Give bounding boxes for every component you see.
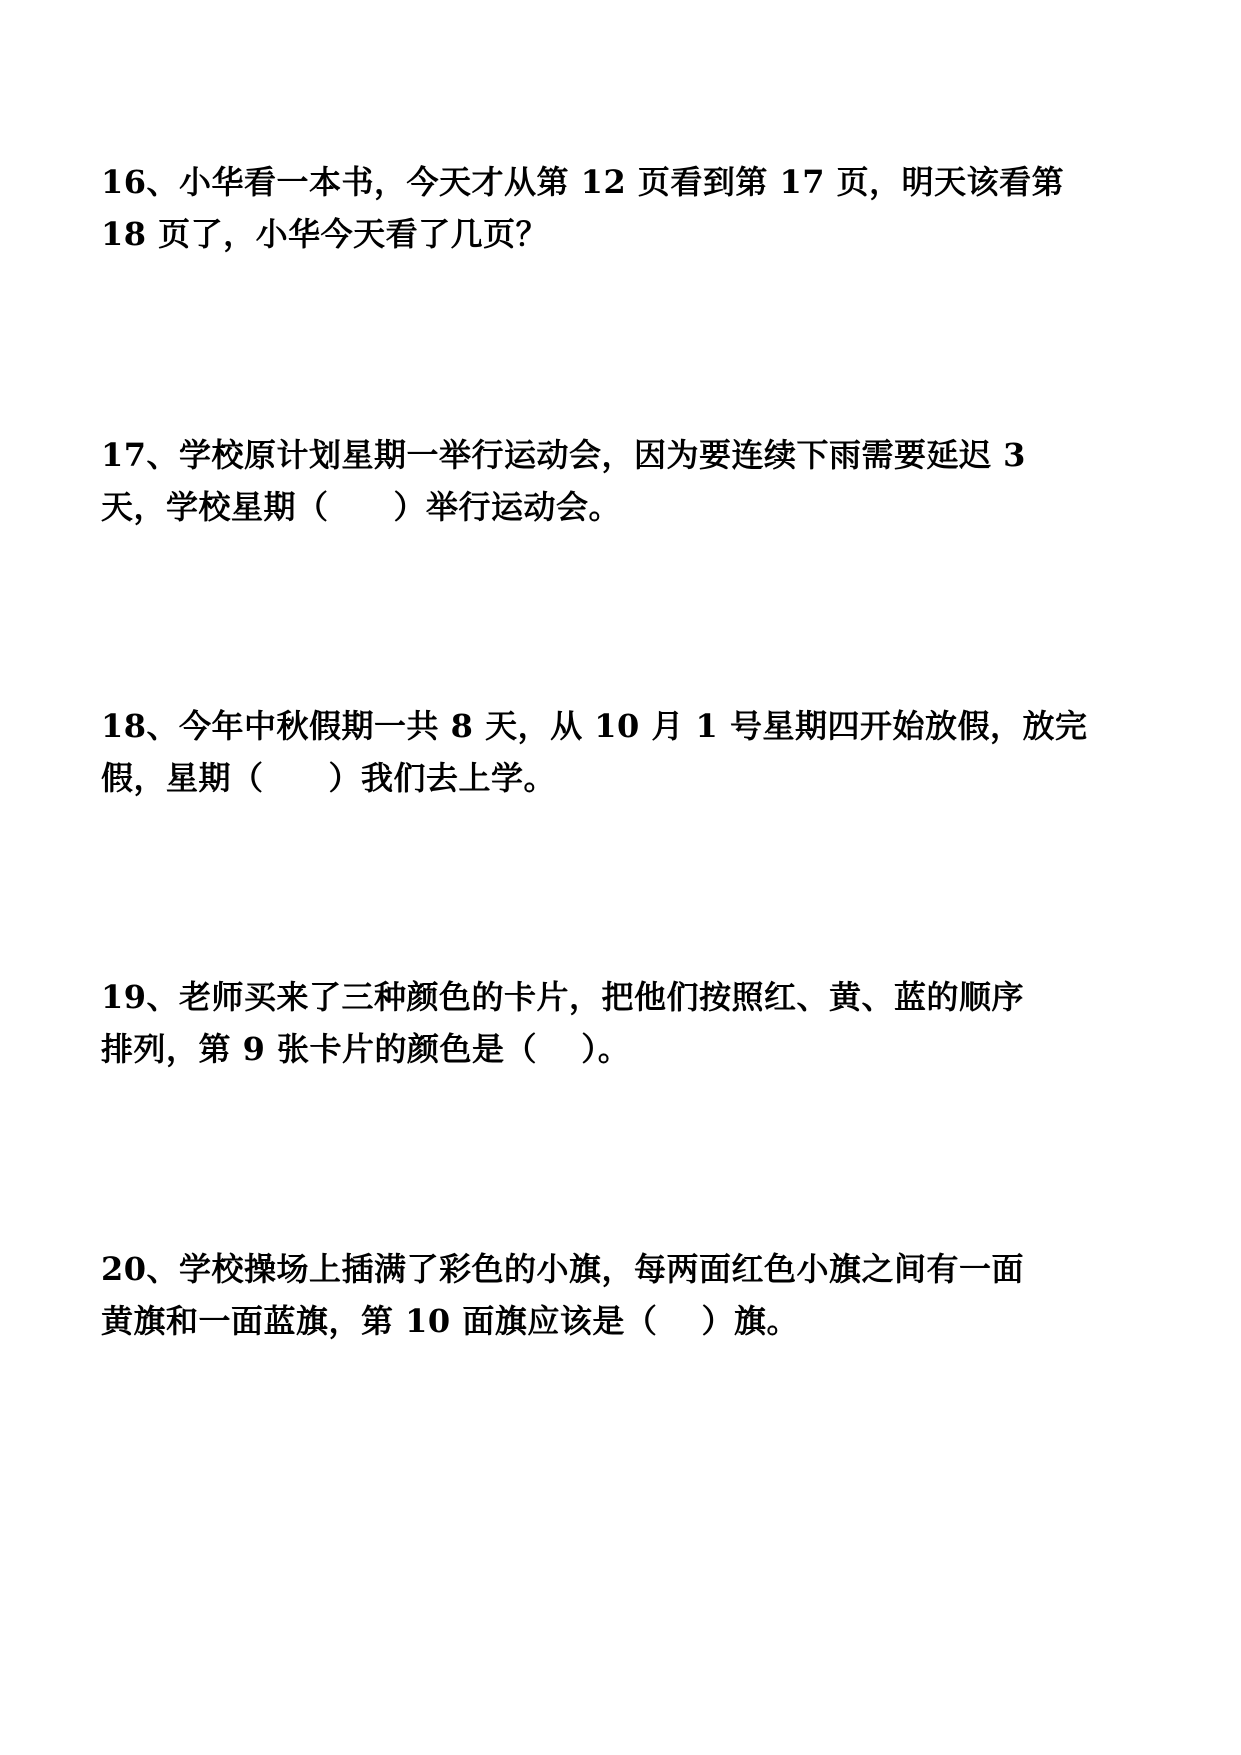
question-19-line-2: 排列，第 9 张卡片的颜色是（ ）。 — [101, 1030, 631, 1068]
question-18-line-2: 假，星期（ ）我们去上学。 — [101, 759, 557, 797]
question-19-line-1: 19、老师买来了三种颜色的卡片，把他们按照红、黄、蓝的顺序 — [101, 978, 1025, 1016]
question-17 — [101, 429, 1061, 533]
question-17-line-1: 17、学校原计划星期一举行运动会，因为要连续下雨需要延迟 3 — [101, 436, 1026, 474]
question-18 — [101, 700, 1088, 804]
question-16 — [101, 156, 1065, 260]
question-17-line-2: 天，学校星期（ ）举行运动会。 — [101, 488, 622, 526]
question-16-line-2: 18 页了，小华今天看了几页？ — [101, 215, 549, 253]
question-20-line-1: 20、学校操场上插满了彩色的小旗，每两面红色小旗之间有一面 — [101, 1250, 1025, 1288]
question-16-line-1: 16、小华看一本书，今天才从第 12 页看到第 17 页，明天该看第 — [101, 163, 1065, 201]
question-19 — [101, 971, 1061, 1075]
question-20-line-2: 黄旗和一面蓝旗，第 10 面旗应该是（ ）旗。 — [101, 1302, 799, 1340]
question-18-line-1: 18、今年中秋假期一共 8 天，从 10 月 1 号星期四开始放假，放完 — [101, 707, 1088, 745]
question-20 — [101, 1243, 1061, 1347]
